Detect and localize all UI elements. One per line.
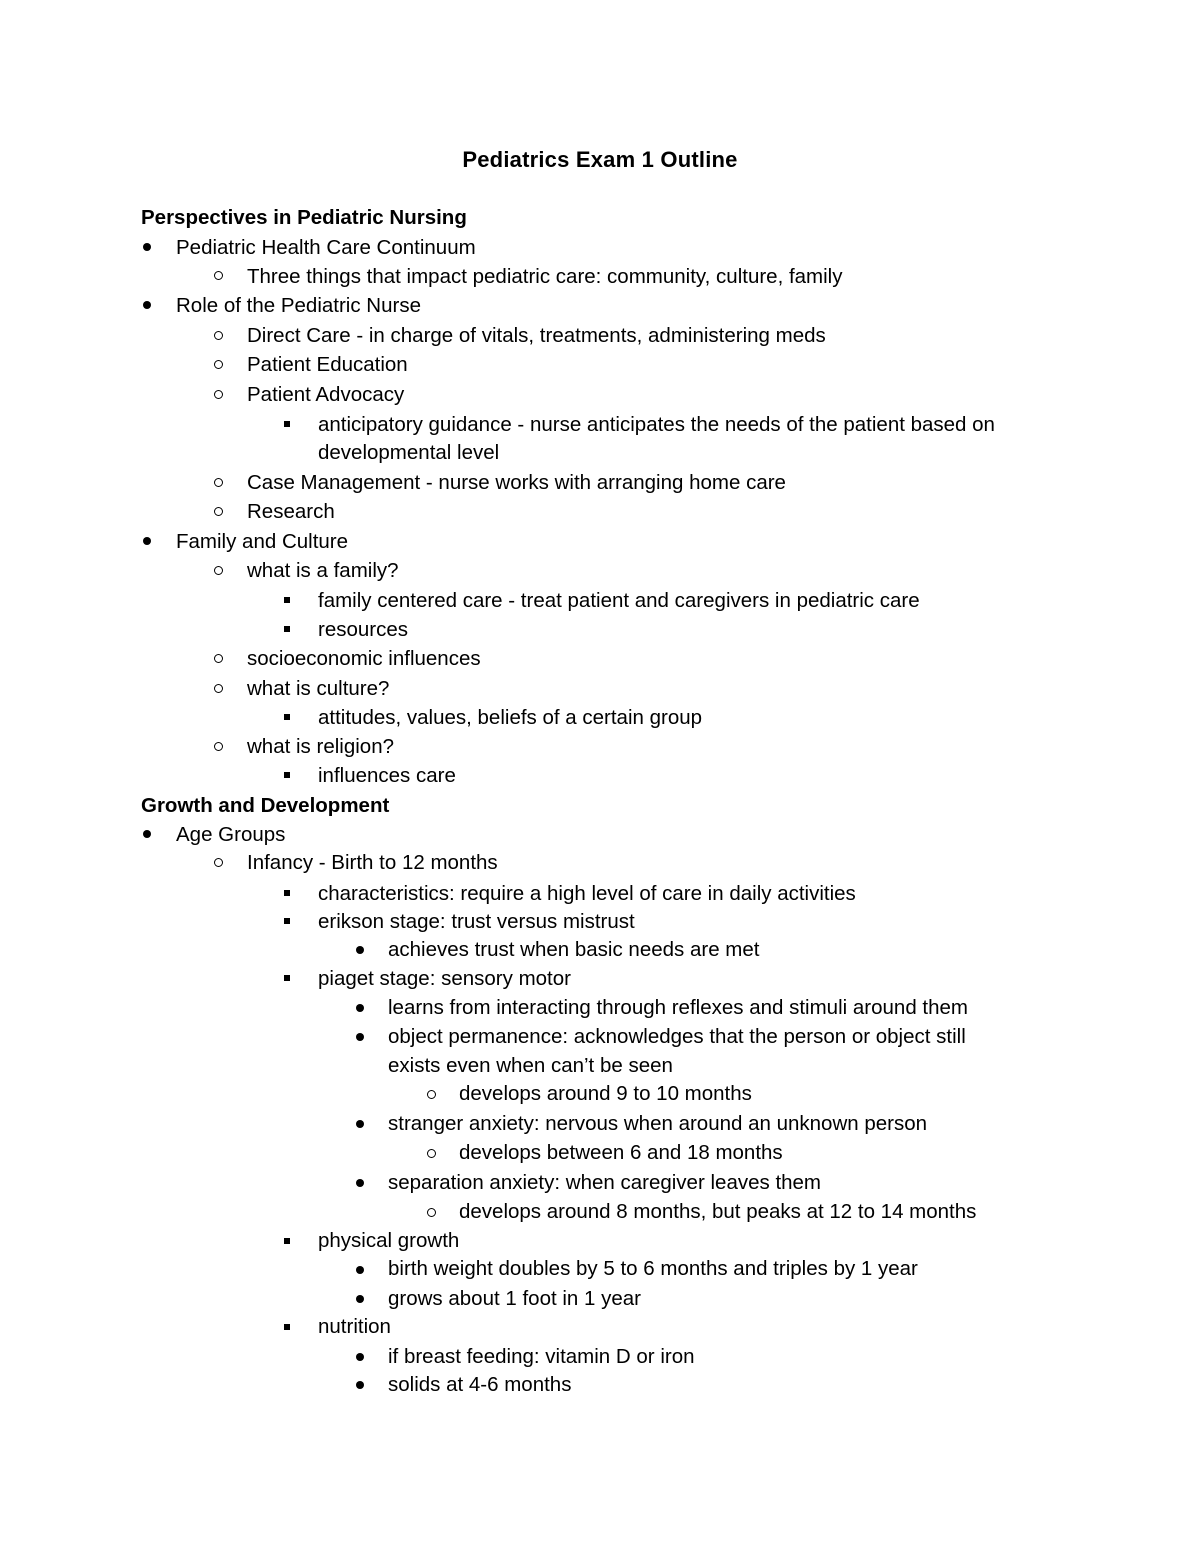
list-item: physical growth bbox=[318, 1229, 460, 1252]
list-item: birth weight doubles by 5 to 6 months and triples by 1 year bbox=[388, 1257, 918, 1280]
list-item: Direct Care - in charge of vitals, treatments, administering meds bbox=[247, 324, 826, 347]
section-heading: Perspectives in Pediatric Nursing bbox=[141, 206, 467, 229]
list-item: socioeconomic influences bbox=[247, 647, 481, 670]
square-bullet-icon bbox=[284, 714, 290, 720]
square-bullet-icon bbox=[284, 890, 290, 896]
list-item: Three things that impact pediatric care: community, culture, family bbox=[247, 265, 843, 288]
list-item: Patient Advocacy bbox=[247, 383, 405, 406]
list-item: solids at 4-6 months bbox=[388, 1373, 572, 1396]
circle-bullet-icon bbox=[214, 684, 223, 693]
list-item-continuation: developmental level bbox=[318, 441, 500, 464]
list-item: attitudes, values, beliefs of a certain group bbox=[318, 706, 703, 729]
circle-bullet-icon bbox=[427, 1090, 436, 1099]
list-item: achieves trust when basic needs are met bbox=[388, 938, 760, 961]
list-item: influences care bbox=[318, 764, 456, 787]
bullet-icon bbox=[356, 1120, 364, 1128]
bullet-icon bbox=[356, 946, 364, 954]
list-item: what is a family? bbox=[247, 559, 399, 582]
square-bullet-icon bbox=[284, 772, 290, 778]
circle-bullet-icon bbox=[214, 360, 223, 369]
square-bullet-icon bbox=[284, 975, 290, 981]
circle-bullet-icon bbox=[214, 566, 223, 575]
list-item-continuation: exists even when can’t be seen bbox=[388, 1054, 673, 1077]
square-bullet-icon bbox=[284, 1324, 290, 1330]
list-item: stranger anxiety: nervous when around an unknown person bbox=[388, 1112, 928, 1135]
bullet-icon bbox=[356, 1381, 364, 1389]
bullet-icon bbox=[356, 1033, 364, 1041]
circle-bullet-icon bbox=[214, 478, 223, 487]
list-item: what is culture? bbox=[247, 677, 390, 700]
circle-bullet-icon bbox=[214, 742, 223, 751]
square-bullet-icon bbox=[284, 626, 290, 632]
list-item: Case Management - nurse works with arranging home care bbox=[247, 471, 786, 494]
square-bullet-icon bbox=[284, 1238, 290, 1244]
circle-bullet-icon bbox=[214, 331, 223, 340]
list-item: nutrition bbox=[318, 1315, 391, 1338]
bullet-icon bbox=[356, 1295, 364, 1303]
bullet-icon bbox=[143, 301, 151, 309]
list-item: learns from interacting through reflexes and stimuli around them bbox=[388, 996, 968, 1019]
circle-bullet-icon bbox=[427, 1208, 436, 1217]
circle-bullet-icon bbox=[214, 858, 223, 867]
list-item: object permanence: acknowledges that the person or object still bbox=[388, 1025, 966, 1048]
list-item: Pediatric Health Care Continuum bbox=[176, 236, 476, 259]
circle-bullet-icon bbox=[214, 390, 223, 399]
list-item: grows about 1 foot in 1 year bbox=[388, 1287, 641, 1310]
bullet-icon bbox=[356, 1353, 364, 1361]
bullet-icon bbox=[356, 1266, 364, 1274]
bullet-icon bbox=[143, 243, 151, 251]
bullet-icon bbox=[356, 1004, 364, 1012]
list-item: Role of the Pediatric Nurse bbox=[176, 294, 421, 317]
list-item: Research bbox=[247, 500, 335, 523]
list-item: develops around 8 months, but peaks at 12 to 14 months bbox=[459, 1200, 977, 1223]
list-item: erikson stage: trust versus mistrust bbox=[318, 910, 635, 933]
list-item: separation anxiety: when caregiver leaves them bbox=[388, 1171, 822, 1194]
list-item: family centered care - treat patient and caregivers in pediatric care bbox=[318, 589, 920, 612]
circle-bullet-icon bbox=[427, 1149, 436, 1158]
bullet-icon bbox=[356, 1179, 364, 1187]
list-item: Infancy - Birth to 12 months bbox=[247, 851, 498, 874]
square-bullet-icon bbox=[284, 918, 290, 924]
circle-bullet-icon bbox=[214, 271, 223, 280]
circle-bullet-icon bbox=[214, 507, 223, 516]
bullet-icon bbox=[143, 830, 151, 838]
list-item: if breast feeding: vitamin D or iron bbox=[388, 1345, 695, 1368]
square-bullet-icon bbox=[284, 421, 290, 427]
list-item: what is religion? bbox=[247, 735, 394, 758]
list-item: piaget stage: sensory motor bbox=[318, 967, 571, 990]
list-item: Patient Education bbox=[247, 353, 408, 376]
list-item: resources bbox=[318, 618, 409, 641]
page-title: Pediatrics Exam 1 Outline bbox=[462, 147, 738, 172]
list-item: Age Groups bbox=[176, 823, 286, 846]
list-item: anticipatory guidance - nurse anticipates the needs of the patient based on bbox=[318, 413, 995, 436]
bullet-icon bbox=[143, 537, 151, 545]
list-item: develops between 6 and 18 months bbox=[459, 1141, 783, 1164]
list-item: develops around 9 to 10 months bbox=[459, 1082, 752, 1105]
circle-bullet-icon bbox=[214, 654, 223, 663]
list-item: Family and Culture bbox=[176, 530, 349, 553]
list-item: characteristics: require a high level of care in daily activities bbox=[318, 882, 856, 905]
section-heading: Growth and Development bbox=[141, 794, 390, 817]
square-bullet-icon bbox=[284, 597, 290, 603]
